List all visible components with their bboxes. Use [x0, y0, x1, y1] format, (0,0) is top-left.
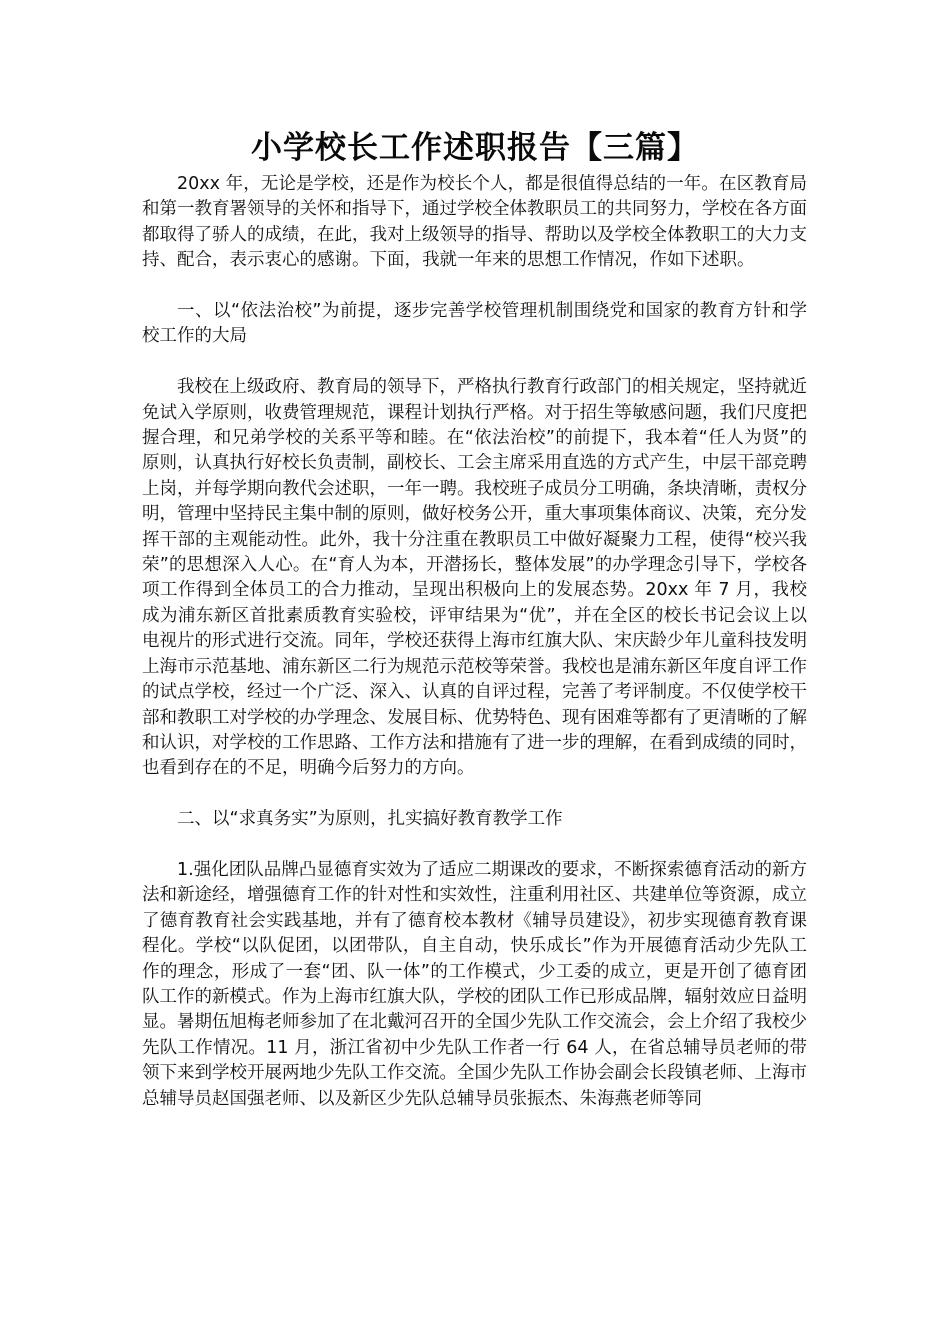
document-body [142, 172, 807, 1112]
paragraph-section-2-body: 1.强化团队品牌凸显德育实效为了适应二期课改的要求，不断探索德育活动的新方法和新途经，增强德育工作的针对性和实效性，注重利用社区、共建单位等资源，成立了德育教育社会实践基地，并有了德育校本教材《辅导员建设》，初步实现德育教育课程化。学校“以队促团，以团带队，自主自动，快乐成长”作为开展德育活动少先队工作的理念，形成了一套“团、队一体”的工作模式，少工委的成立，更是开创了德育团队工作的新模式。作为上海市红旗大队，学校的团队工作已形成品牌，辐射效应日益明显。暑期伍旭梅老师参加了在北戴河召开的全国少先队工作交流会，会上介绍了我校少先队工作情况。11 月，浙江省初中少先队工作者一行 64 人，在省总辅导员老师的带领下来到学校开展两地少先队工作交流。全国少先队工作协会副会长段镇老师、上海市总辅导员赵国强老师、以及新区少先队总辅导员张振杰、朱海燕老师等同 [142, 859, 807, 1109]
paragraph-spacer [142, 350, 807, 375]
paragraph-section-1-body: 我校在上级政府、教育局的领导下，严格执行教育行政部门的相关规定，坚持就近免试入学原则，收费管理规范，课程计划执行严格。对于招生等敏感问题，我们尺度把握合理，和兄弟学校的关系平等和睦。在“依法治校”的前提下，我本着“任人为贤”的原则，认真执行好校长负责制，副校长、工会主席采用直选的方式产生，中层干部竞聘上岗，并每学期向教代会述职，一年一聘。我校班子成员分工明确，条块清晰，责权分明，管理中坚持民主集中制的原则，做好校务公开，重大事项集体商议、决策，充分发挥干部的主观能动性。此外，我十分注重在教职员工中做好凝聚力工程，使得“校兴我荣”的思想深入人心。在“育人为本，开潜扬长，整体发展”的办学理念引导下，学校各项工作得到全体员工的合力推动，呈现出积极向上的发展态势。20xx 年 7 月，我校成为浦东新区首批素质教育实验校，评审结果为“优”，并在全区的校长书记会议上以电视片的形式进行交流。同年，学校还获得上海市红旗大队、宋庆龄少年儿童科技发明上海市示范基地、浦东新区二行为规范示范校等荣誉。我校也是浦东新区年度自评工作的试点学校，经过一个广泛、深入、认真的自评过程，完善了考评制度。不仅使学校干部和教职工对学校的办学理念、发展目标、优势特色、现有困难等都有了更清晰的了解和认识，对学校的工作思路、工作方法和措施有了进一步的理解，在看到成绩的同时，也看到存在的不足，明确今后努力的方向。 [142, 377, 807, 779]
section-heading-1: 一、以“依法治校”为前提，逐步完善学校管理机制围绕党和国家的教育方针和学校工作的大局 [142, 301, 807, 347]
document-title: 小学校长工作述职报告【三篇】 [251, 130, 699, 166]
paragraph-intro: 20xx 年，无论是学校，还是作为校长个人，都是很值得总结的一年。在区教育局和第一教育署领导的关怀和指导下，通过学校全体教职员工的共同努力，学校在各方面都取得了骄人的成绩，在此，我对上级领导的指导、帮助以及学校全体教职工的大力支持、配合，表示衷心的感谢。下面，我就一年来的思想工作情况，作如下述职。 [142, 174, 807, 271]
paragraph-spacer [142, 782, 807, 807]
paragraph-spacer [142, 833, 807, 858]
section-heading-2: 二、以“求真务实”为原则，扎实搞好教育教学工作 [177, 809, 563, 830]
paragraph-spacer [142, 274, 807, 299]
